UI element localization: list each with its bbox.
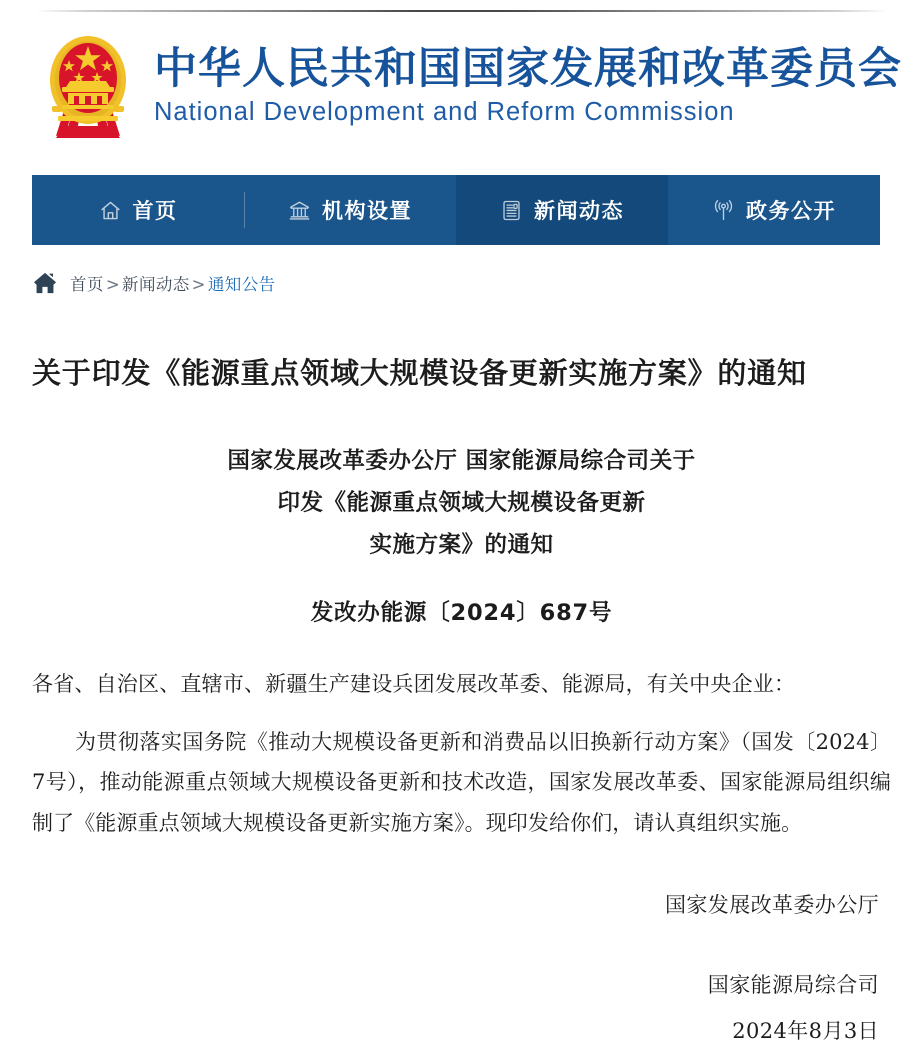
document-heading-line-3: 实施方案》的通知 — [369, 532, 554, 559]
site-masthead — [0, 24, 923, 148]
nav-item-government-affairs[interactable] — [668, 175, 880, 245]
breadcrumb — [32, 266, 276, 300]
bank-building-icon — [288, 199, 311, 222]
broadcast-antenna-icon — [712, 199, 735, 222]
page-title: 关于印发《能源重点领域大规模设备更新实施方案》的通知 — [32, 356, 807, 390]
home-icon — [99, 199, 122, 222]
news-document-icon — [500, 199, 523, 222]
signature-org-1: 国家发展改革委办公厅 — [665, 893, 879, 918]
breadcrumb-item-news[interactable]: 新闻动态 — [122, 275, 190, 294]
nav-label-organization: 机构设置 — [322, 199, 412, 223]
document-addressee: 各省、自治区、直辖市、新疆生产建设兵团发展改革委、能源局，有关中央企业： — [32, 672, 796, 697]
document-heading — [32, 440, 891, 566]
document-body-paragraph: 为贯彻落实国务院《推动大规模设备更新和消费品以旧换新行动方案》（国发〔2024〕7号），推动能源重点领域大规模设备更新和技术改造，国家发展改革委、国家能源局组织编制了《能源重点领域大规模设备更新实施方案》。现印发给你们，请认真组织实施。 — [32, 730, 891, 835]
nav-item-news[interactable] — [456, 175, 668, 245]
nav-label-government-affairs: 政务公开 — [746, 199, 836, 223]
china-national-emblem-icon — [36, 30, 140, 142]
nav-label-news: 新闻动态 — [534, 199, 624, 223]
breadcrumb-trail — [70, 271, 276, 295]
signature-date: 2024年8月3日 — [732, 1019, 879, 1044]
document-heading-line-2: 印发《能源重点领域大规模设备更新 — [277, 490, 646, 517]
nav-label-home: 首页 — [132, 199, 178, 223]
breadcrumb-item-current[interactable]: 通知公告 — [207, 275, 276, 294]
org-name-cn: 中华人民共和国国家发展和改革委员会 — [154, 44, 902, 95]
signature-block — [32, 889, 891, 1045]
nav-item-organization[interactable] — [244, 175, 456, 245]
main-navigation — [32, 175, 880, 245]
article-content — [32, 330, 891, 1045]
nav-item-home[interactable] — [32, 175, 244, 245]
breadcrumb-item-home[interactable]: 首页 — [70, 275, 104, 294]
masthead-titles — [154, 44, 902, 127]
top-divider — [35, 10, 888, 12]
document-number: 发改办能源〔2024〕687号 — [310, 600, 613, 627]
breadcrumb-separator: > — [191, 275, 206, 294]
document-heading-line-1: 国家发展改革委办公厅 国家能源局综合司关于 — [227, 448, 696, 475]
signature-org-2: 国家能源局综合司 — [707, 973, 879, 998]
org-name-en: National Development and Reform Commission — [154, 98, 735, 127]
breadcrumb-separator: > — [105, 275, 121, 294]
home-filled-icon[interactable] — [32, 270, 58, 296]
